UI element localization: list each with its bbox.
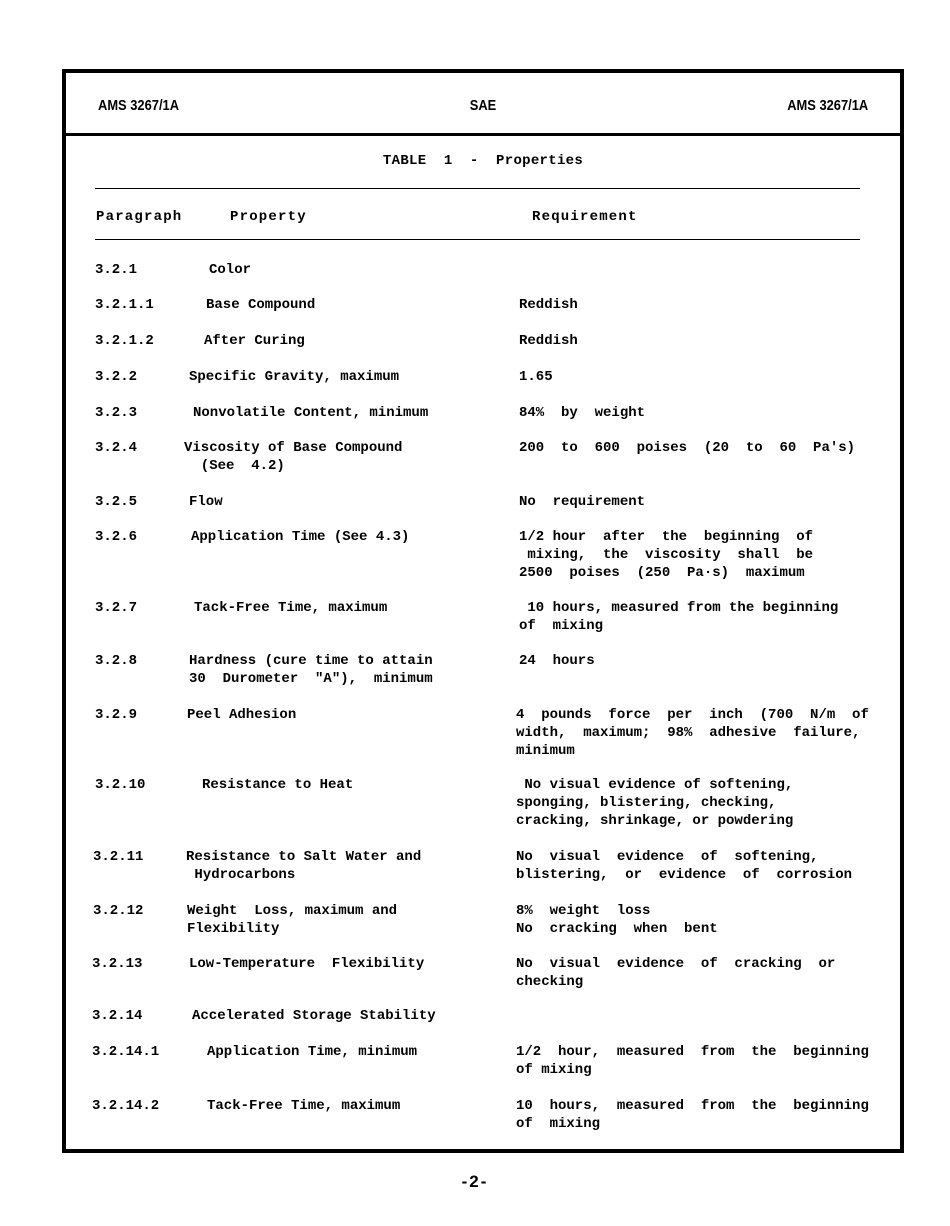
property-line: Low-Temperature Flexibility: [189, 956, 425, 972]
row-requirement: [519, 404, 645, 422]
property-line: Application Time (See 4.3): [191, 529, 410, 545]
row-property: [207, 1043, 417, 1061]
page-header: [66, 73, 900, 136]
row-requirement: [519, 528, 813, 582]
row-property: [204, 332, 305, 350]
header-doc-id-right: AMS 3267/1A: [786, 97, 868, 114]
row-paragraph-number: 3.2.13: [92, 956, 143, 972]
row-requirement: [516, 706, 869, 760]
row-requirement: [516, 776, 793, 830]
property-line: Peel Adhesion: [187, 707, 297, 723]
column-header-paragraph: Paragraph: [96, 209, 183, 225]
row-requirement: [519, 652, 595, 670]
row-requirement: [516, 1043, 869, 1079]
page-frame: [62, 69, 904, 1153]
row-property: [209, 261, 251, 279]
requirement-line: 200 to 600 poises (20 to 60 Pa's): [519, 440, 856, 456]
row-paragraph-number: 3.2.9: [95, 707, 138, 723]
requirement-line: 24 hours: [519, 653, 595, 669]
row-paragraph-number: 3.2.8: [95, 653, 138, 669]
requirement-line: No visual evidence of softening,: [516, 849, 819, 865]
row-property: [207, 1097, 400, 1115]
property-line: Nonvolatile Content, minimum: [193, 405, 429, 421]
row-property: [202, 776, 353, 794]
requirement-line: of mixing: [516, 1116, 601, 1132]
row-property: [186, 848, 421, 884]
property-line: After Curing: [204, 333, 305, 349]
row-requirement: [519, 493, 645, 511]
row-property: [184, 439, 402, 475]
property-line: (See 4.2): [184, 458, 285, 474]
property-line: Application Time, minimum: [207, 1044, 418, 1060]
requirement-line: checking: [516, 974, 584, 990]
row-property: [189, 493, 223, 511]
requirement-line: No visual evidence of softening,: [516, 777, 794, 793]
requirement-line: blistering, or evidence of corrosion: [516, 867, 853, 883]
table-title: TABLE 1 - Properties: [382, 153, 584, 169]
row-requirement: [519, 332, 578, 350]
requirement-line: No cracking when bent: [516, 921, 718, 937]
requirement-line: 1.65: [519, 369, 553, 385]
requirement-line: No requirement: [519, 494, 646, 510]
row-property: [194, 599, 387, 617]
property-line: Accelerated Storage Stability: [192, 1008, 436, 1024]
row-paragraph-number: 3.2.4: [95, 440, 138, 456]
requirement-line: mixing, the viscosity shall be: [519, 547, 814, 563]
row-property: [189, 368, 399, 386]
row-property: [189, 955, 424, 973]
row-property: [191, 528, 409, 546]
property-line: Tack-Free Time, maximum: [194, 600, 388, 616]
row-property: [187, 902, 397, 938]
requirement-line: 84% by weight: [519, 405, 646, 421]
requirement-line: Reddish: [519, 333, 578, 349]
row-property: [193, 404, 428, 422]
requirement-line: sponging, blistering, checking,: [516, 795, 777, 811]
row-property: [206, 296, 315, 314]
row-requirement: [519, 296, 578, 314]
requirement-line: 2500 poises (250 Pa·s) maximum: [519, 565, 805, 581]
requirement-line: 1/2 hour, measured from the beginning: [516, 1044, 869, 1060]
row-requirement: [516, 1097, 869, 1133]
requirement-line: 10 hours, measured from the beginning: [519, 600, 839, 616]
row-property: [187, 706, 296, 724]
row-paragraph-number: 3.2.12: [93, 903, 144, 919]
row-paragraph-number: 3.2.1.1: [95, 297, 154, 313]
property-line: Color: [209, 262, 252, 278]
property-line: Flow: [189, 494, 223, 510]
row-paragraph-number: 3.2.14.1: [92, 1044, 160, 1060]
requirement-line: minimum: [516, 743, 575, 759]
row-property: [189, 652, 433, 688]
header-doc-id-left: AMS 3267/1A: [98, 97, 180, 114]
row-paragraph-number: 3.2.7: [95, 600, 138, 616]
row-paragraph-number: 3.2.11: [93, 849, 144, 865]
requirement-line: width, maximum; 98% adhesive failure,: [516, 725, 861, 741]
requirement-line: of mixing: [516, 1062, 592, 1078]
property-line: Weight Loss, maximum and: [187, 903, 398, 919]
property-line: Base Compound: [206, 297, 316, 313]
requirement-line: Reddish: [519, 297, 578, 313]
property-line: Specific Gravity, maximum: [189, 369, 400, 385]
property-line: Tack-Free Time, maximum: [207, 1098, 401, 1114]
row-paragraph-number: 3.2.3: [95, 405, 138, 421]
requirement-line: 10 hours, measured from the beginning: [516, 1098, 869, 1114]
row-paragraph-number: 3.2.1: [95, 262, 138, 278]
requirement-line: cracking, shrinkage, or powdering: [516, 813, 794, 829]
column-header-requirement: Requirement: [532, 209, 638, 225]
row-requirement: [519, 599, 838, 635]
requirement-line: of mixing: [519, 618, 604, 634]
row-paragraph-number: 3.2.1.2: [95, 333, 154, 349]
header-org: SAE: [469, 97, 497, 114]
row-requirement: [516, 902, 718, 938]
row-paragraph-number: 3.2.2: [95, 369, 138, 385]
property-line: Resistance to Heat: [202, 777, 354, 793]
row-paragraph-number: 3.2.14.2: [92, 1098, 160, 1114]
property-line: 30 Durometer "A"), minimum: [189, 671, 433, 687]
table-rule-header: [95, 239, 860, 240]
row-property: [192, 1007, 436, 1025]
row-paragraph-number: 3.2.14: [92, 1008, 143, 1024]
property-line: Flexibility: [187, 921, 280, 937]
property-line: Resistance to Salt Water and: [186, 849, 422, 865]
column-header-property: Property: [230, 209, 307, 225]
row-requirement: [516, 848, 852, 884]
property-line: Hardness (cure time to attain: [189, 653, 433, 669]
page-number: -2-: [461, 1172, 489, 1191]
row-requirement: [519, 368, 553, 386]
requirement-line: 1/2 hour after the beginning of: [519, 529, 814, 545]
requirement-line: No visual evidence of cracking or: [516, 956, 836, 972]
row-requirement: [516, 955, 835, 991]
row-paragraph-number: 3.2.5: [95, 494, 138, 510]
property-line: Viscosity of Base Compound: [184, 440, 403, 456]
row-paragraph-number: 3.2.6: [95, 529, 138, 545]
requirement-line: 4 pounds force per inch (700 N/m of: [516, 707, 869, 723]
row-requirement: [519, 439, 855, 457]
property-line: Hydrocarbons: [186, 867, 296, 883]
requirement-line: 8% weight loss: [516, 903, 651, 919]
row-paragraph-number: 3.2.10: [95, 777, 146, 793]
table-rule-top: [95, 188, 860, 189]
